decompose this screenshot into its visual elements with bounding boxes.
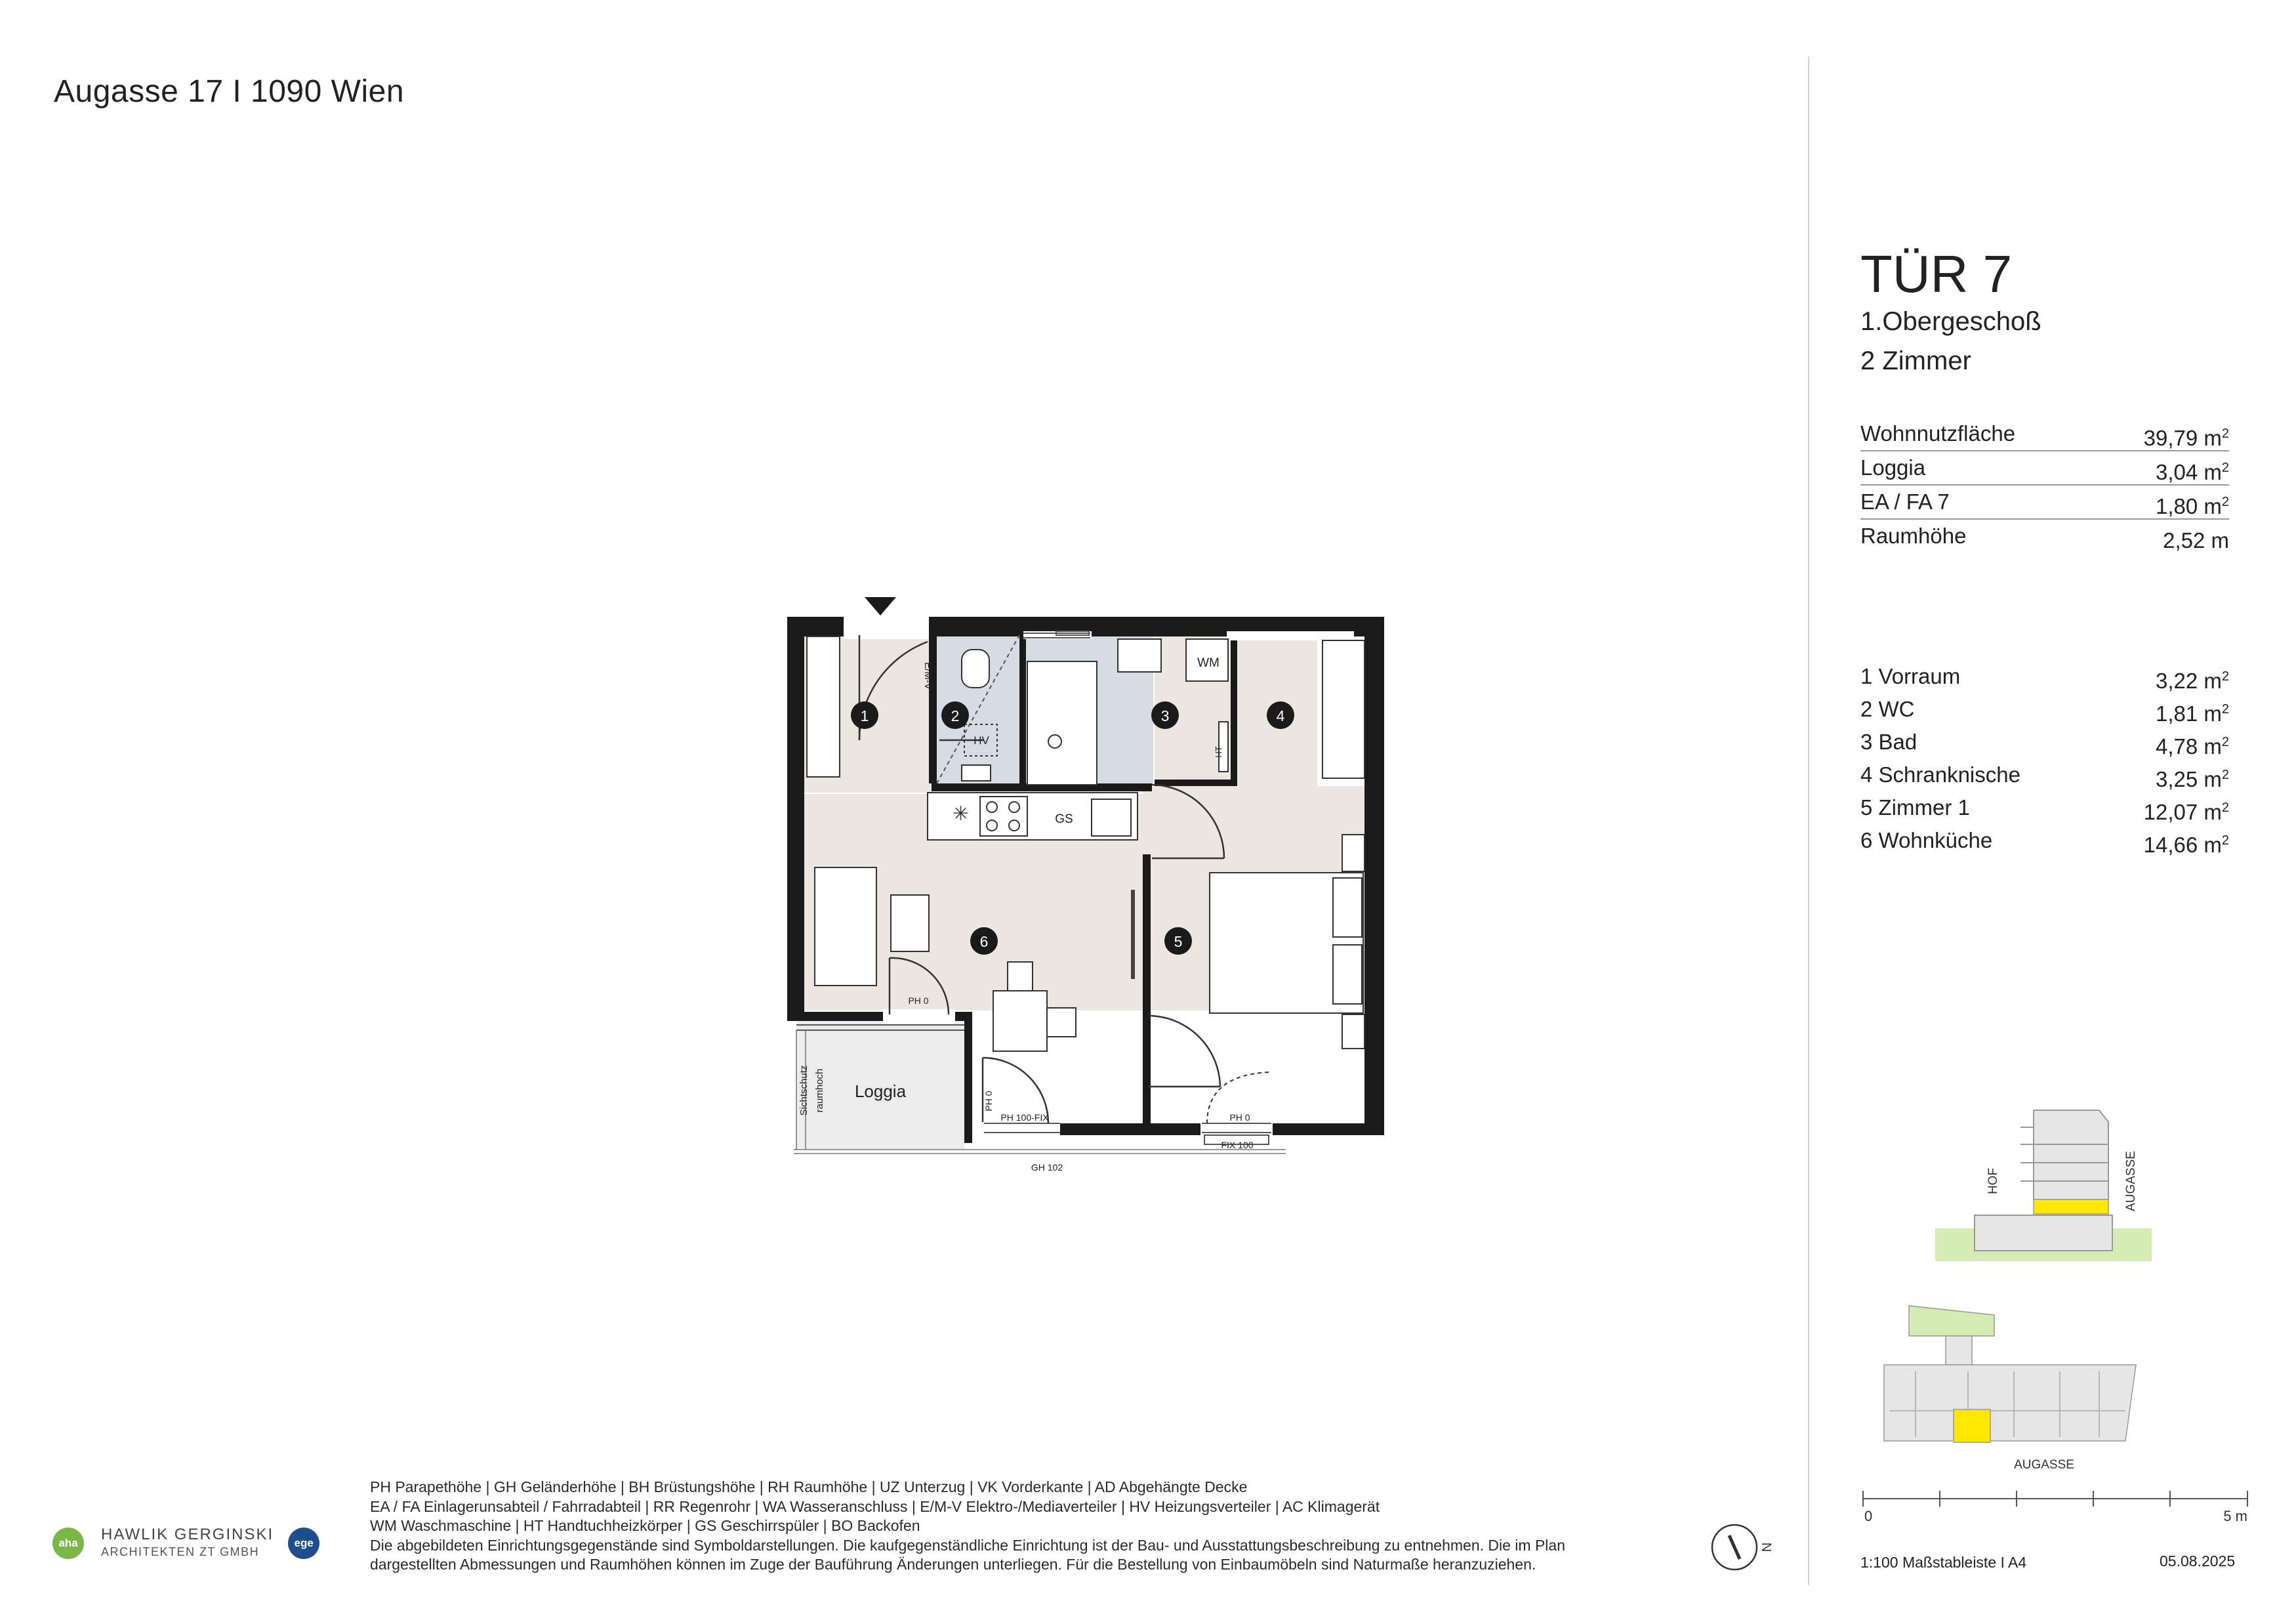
legend-line: EA / FA Einlagerunsabteil / Fahrradabteil | RR Regenrohr | WA Wasseranschluss | E/M-V Elektro-/Mediaverteiler | HV Heizungsverteiler | AC Klimagerät — [370, 1497, 1380, 1515]
area-value: 1,80 $m^2$ — [2155, 494, 2229, 518]
room-label: 2 WC — [1860, 697, 1915, 721]
niche-opening — [1227, 631, 1354, 640]
hv-label: HV — [974, 734, 989, 747]
unit-floor-highlight — [2034, 1199, 2108, 1214]
gh-label: GH 102 — [1031, 1162, 1063, 1173]
area-label: Raumhöhe — [1860, 524, 1967, 548]
entrance-opening — [844, 614, 929, 639]
room-badge: 6 — [979, 933, 989, 950]
north-arrow-icon — [1710, 1522, 1773, 1575]
wc-sink-icon — [962, 765, 991, 781]
logo-text — [101, 1526, 274, 1560]
extractor-icon: ✳ — [953, 803, 970, 825]
room-badge: 1 — [860, 707, 869, 724]
hallway-wardrobe — [807, 636, 840, 777]
courtyard-green — [1909, 1306, 1994, 1336]
area-row — [1860, 417, 2229, 451]
area-value: 3,04 $m^2$ — [2155, 460, 2229, 484]
gs-label: GS — [1055, 812, 1073, 826]
legend-line: WM Waschmaschine | HT Handtuchheizkörper | GS Geschirrspüler | BO Backofen — [370, 1517, 920, 1534]
street-label: AUGASSE — [2014, 1458, 2074, 1472]
emv-label: E/M-V — [922, 662, 933, 690]
room-badge: 5 — [1174, 933, 1183, 950]
room-area: 4,78 $m^2$ — [2155, 734, 2229, 759]
building-block — [1884, 1365, 2136, 1441]
sofa-icon — [815, 867, 876, 986]
scale-caption: 1:100 Maßstableiste I A4 — [1860, 1554, 2027, 1571]
room-badge: 2 — [951, 707, 960, 724]
unit-title: TÜR 7 — [1860, 245, 2013, 303]
firm-name: HAWLIK GERGINSKI — [101, 1526, 274, 1543]
pillow-icon — [1333, 878, 1362, 937]
ht-label: HT — [1214, 746, 1223, 758]
wardrobe-icon — [1322, 640, 1364, 778]
plan-date: 05.08.2025 — [2160, 1552, 2236, 1570]
ph-label: PH 0 — [1229, 1112, 1250, 1123]
loggia-door-opening — [883, 1009, 955, 1024]
room-list-table — [1860, 660, 2229, 857]
area-label: Loggia — [1860, 455, 1926, 480]
room-area: 12,07 $m^2$ — [2143, 800, 2229, 824]
area-summary-table — [1860, 417, 2229, 552]
area-value: 39,79 $m^2$ — [2143, 426, 2229, 450]
unit-floor: 1.Obergeschoß — [1860, 307, 2041, 336]
shower-tray — [1027, 661, 1097, 785]
room-row — [1860, 660, 2229, 693]
room-area: 3,22 $m^2$ — [2155, 669, 2229, 693]
nightstand-icon — [1342, 835, 1364, 871]
armchair-icon — [891, 895, 929, 951]
scale-bar — [1860, 1461, 2254, 1524]
shower-drain-icon — [1048, 735, 1061, 748]
bath-sink-icon — [1118, 639, 1161, 672]
building-base — [1975, 1215, 2112, 1251]
street-label: AUGASSE — [2124, 1151, 2138, 1211]
project-address: Augasse 17 I 1090 Wien — [54, 74, 405, 109]
ph-label: PH 0 — [908, 995, 929, 1006]
area-row — [1860, 451, 2229, 486]
pillow-icon — [1333, 945, 1362, 1004]
legend-line: Die abgebildeten Einrichtungsgegenstände sind Symboldarstellungen. Die kaufgegenständliche Einrichtung ist der Bau- und Ausstattungsbeschreibung zu entnehmen. Die im Plan — [370, 1536, 1565, 1554]
fix-label: FIX 100 — [1221, 1140, 1254, 1150]
hof-label: HOF — [1986, 1167, 2000, 1195]
sliding-door — [1131, 890, 1135, 979]
cooktop-icon — [980, 797, 1027, 836]
room-row — [1860, 791, 2229, 824]
floor-plan — [785, 588, 1388, 1178]
ege-badge-icon: ege — [288, 1528, 319, 1559]
room-label: 3 Bad — [1860, 730, 1917, 754]
wm-label: WM — [1197, 656, 1220, 670]
room-row — [1860, 759, 2229, 791]
ph-label: PH 0 — [983, 1091, 994, 1112]
area-row — [1860, 520, 2229, 552]
area-row — [1860, 486, 2229, 520]
chair-icon — [1008, 962, 1033, 991]
north-label: N — [1759, 1542, 1773, 1552]
unit-location-highlight — [1954, 1409, 1990, 1442]
room-area: 14,66 $m^2$ — [2143, 833, 2229, 857]
vertical-divider — [1808, 56, 1809, 1585]
ph-fix-label: PH 100-FIX — [1000, 1112, 1049, 1123]
architect-logo — [52, 1526, 319, 1560]
toilet-icon — [962, 650, 989, 688]
room-label: 1 Vorraum — [1860, 664, 1961, 688]
entrance-arrow-icon — [865, 597, 896, 615]
room-badge: 3 — [1160, 707, 1170, 724]
privacy-screen-label: Sichtschutz — [798, 1065, 810, 1116]
dining-table-icon — [993, 991, 1047, 1051]
room-row — [1860, 824, 2229, 857]
room-badge: 4 — [1276, 707, 1285, 724]
privacy-screen-label: raumhoch — [814, 1068, 825, 1113]
location-diagram — [1929, 1102, 2217, 1470]
room-area: 1,81 $m^2$ — [2155, 701, 2229, 726]
chair-icon — [1047, 1008, 1076, 1037]
area-value: 2,52 m — [2163, 528, 2229, 552]
legend-line: dargestellten Abmessungen und Raumhöhen können im Zuge der Bauführung Änderungen unterliegen. Für die Bestellung von Einbaumöbeln sind Naturmaße heranzuziehen. — [370, 1556, 1536, 1573]
legend-line: PH Parapethöhe | GH Geländerhöhe | BH Brüstungshöhe | RH Raumhöhe | UZ Unterzug | VK Vorderkante | AD Abgehängte Decke — [370, 1478, 1248, 1495]
scale-start: 0 — [1864, 1508, 1873, 1524]
room-row — [1860, 693, 2229, 726]
area-label: Wohnnutzfläche — [1860, 421, 2016, 446]
kitchen-sink-icon — [1092, 799, 1131, 836]
aha-badge-icon: aha — [52, 1528, 84, 1559]
room-row — [1860, 726, 2229, 759]
area-label: EA / FA 7 — [1860, 489, 1950, 514]
loggia-label: Loggia — [854, 1081, 907, 1101]
courtyard-building — [1946, 1336, 1972, 1365]
scale-end: 5 m — [2223, 1508, 2247, 1524]
room-label: 4 Schranknische — [1860, 762, 2020, 787]
unit-room-count: 2 Zimmer — [1860, 346, 1971, 375]
room-area: 3,25 $m^2$ — [2155, 767, 2229, 791]
firm-subtitle: ARCHITEKTEN ZT GMBH — [101, 1545, 260, 1558]
building-section — [2034, 1110, 2108, 1199]
room-label: 5 Zimmer 1 — [1860, 795, 1970, 820]
legend-text — [370, 1478, 1616, 1575]
nightstand-icon — [1342, 1014, 1364, 1049]
room-label: 6 Wohnküche — [1860, 828, 1993, 852]
